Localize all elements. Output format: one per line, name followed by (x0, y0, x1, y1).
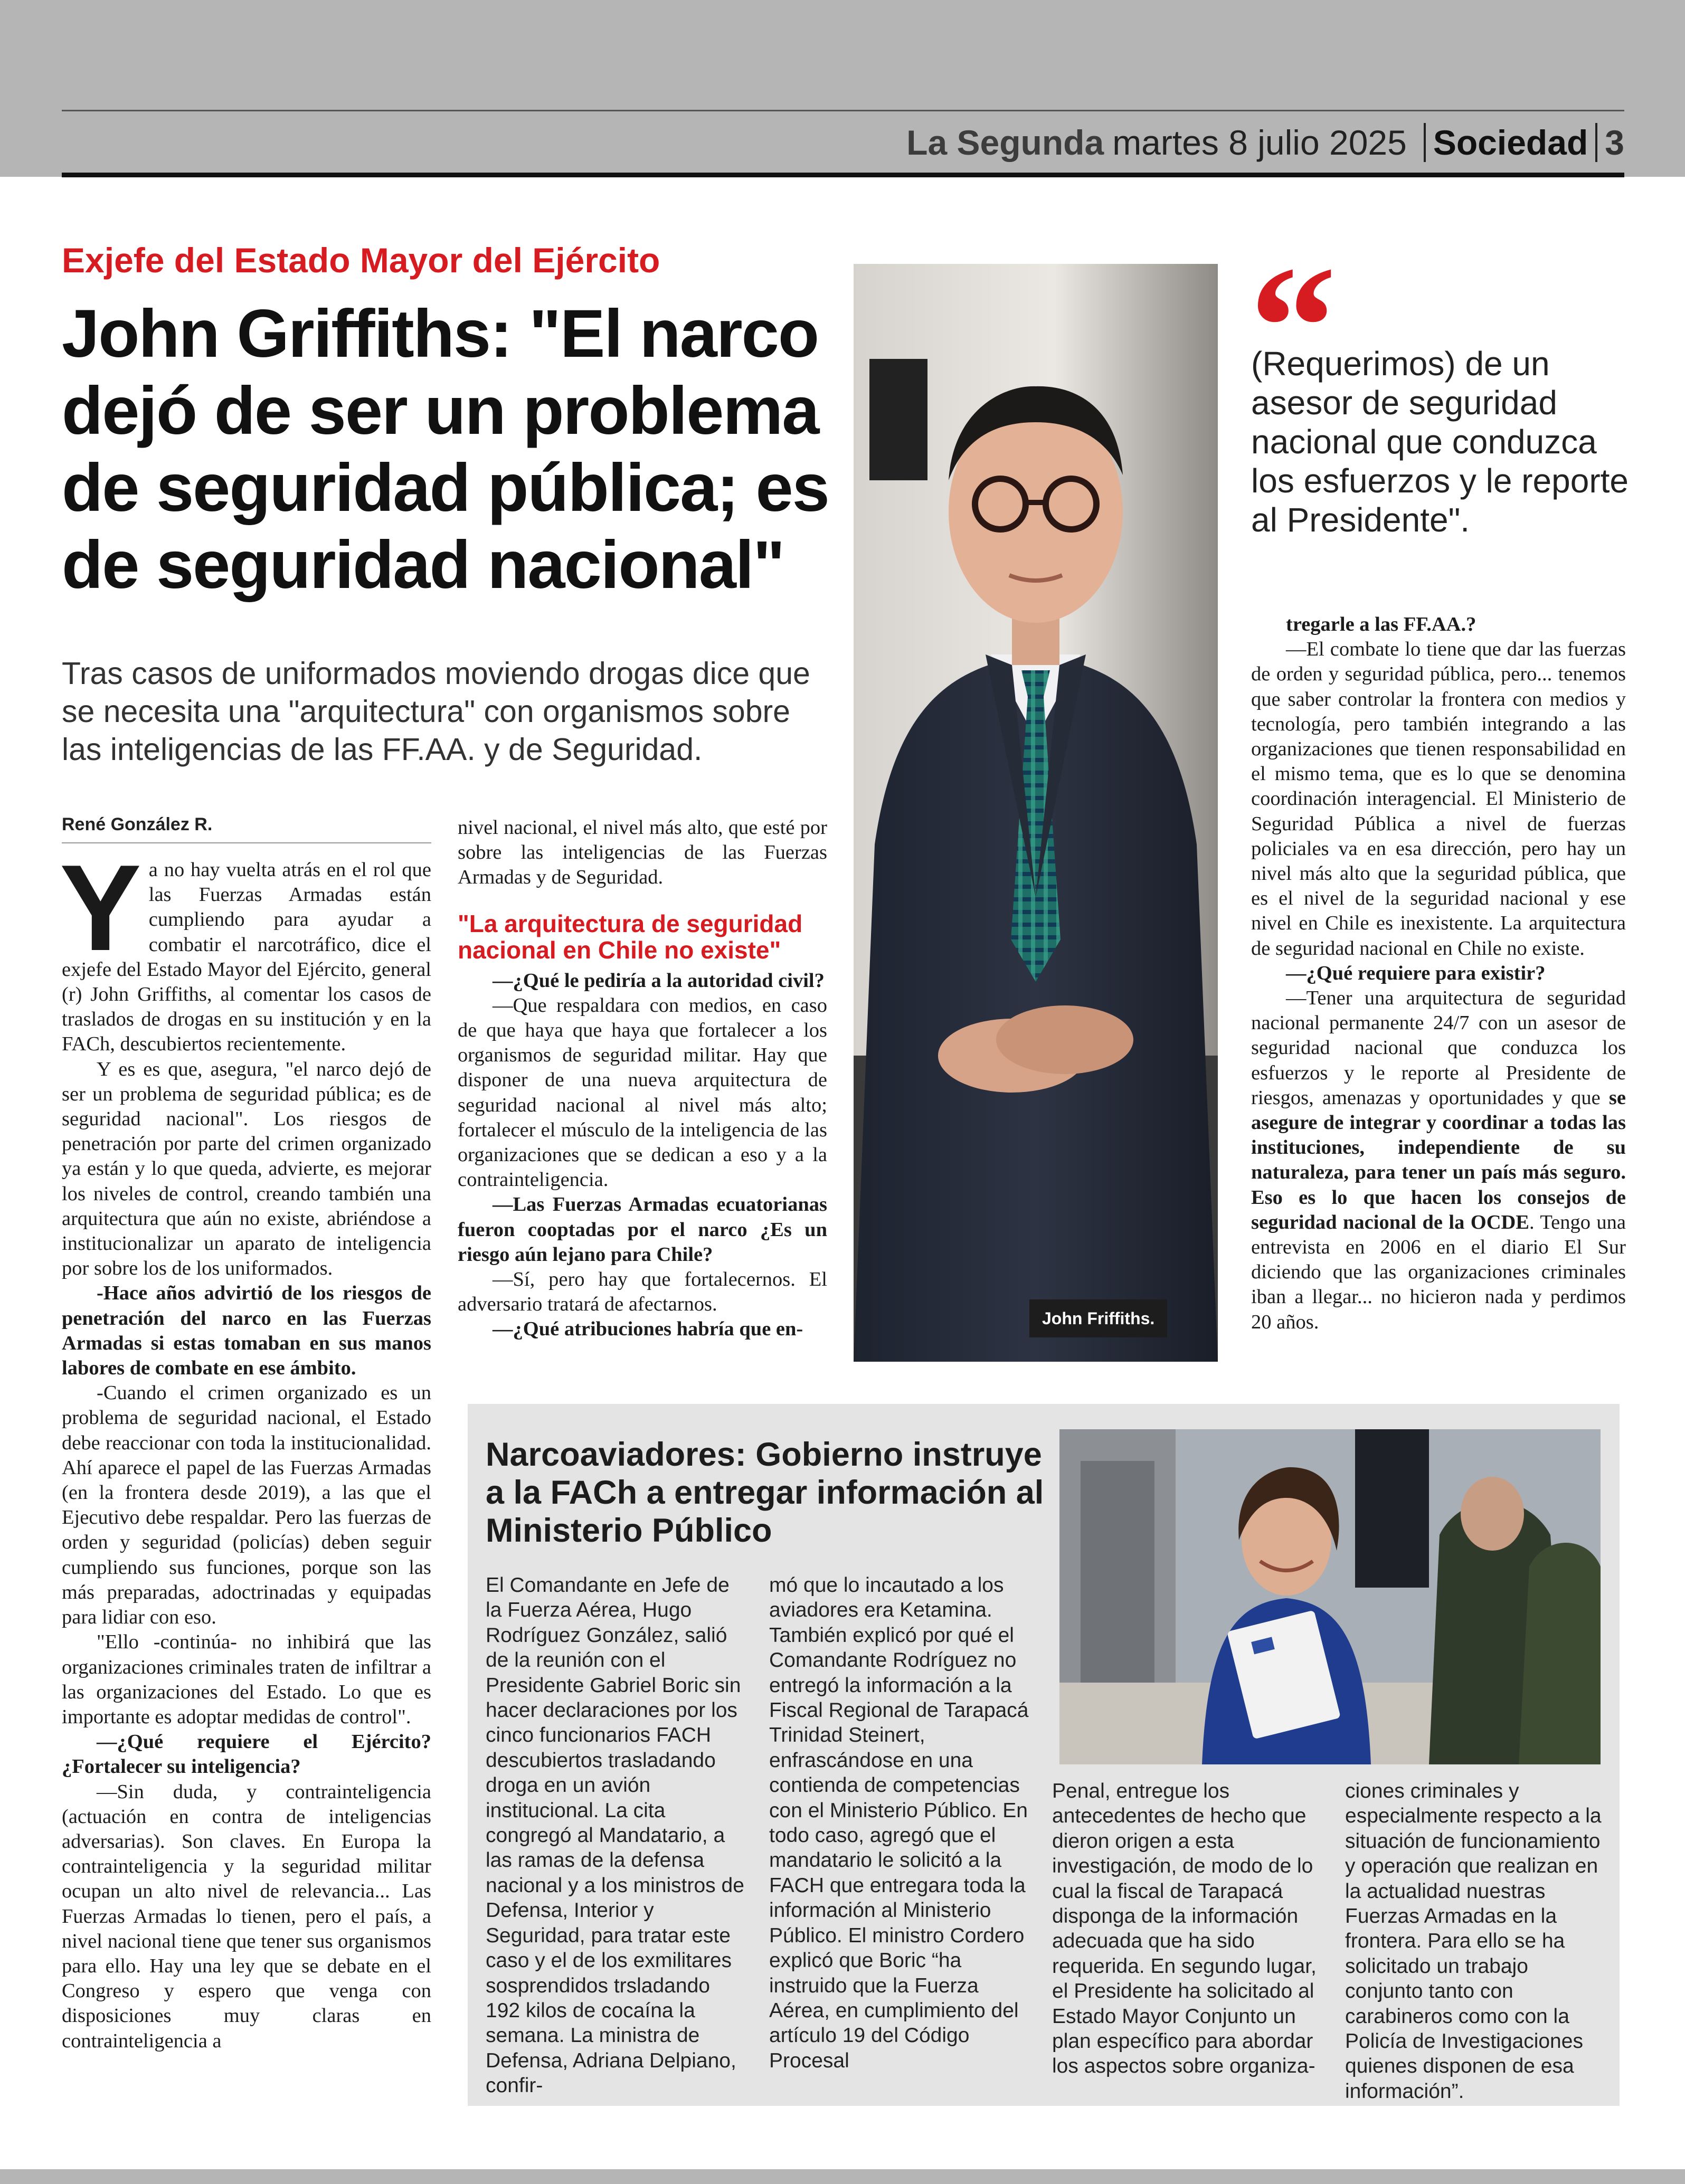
body-paragraph: Y es es que, asegura, "el narco dejó de ser un problema de seguridad pública; es de seguridad nacional". Los riesgos de penetración por parte del crimen organizado ya están y lo que queda, advierte, es mejorar los niveles de control, creando también una arquitectura que aún no existe, abriéndose a institucionalizar un aparato de inteligencia por sobre los de los uniformados. (62, 1058, 431, 1280)
sidebar-text: mó que lo incautado a los aviadores era Ketamina. También explicó por qué el Comandante Rodríguez no entregó la información a la Fiscal Regional de Tarapacá Trinidad Steinert, enfrascándose en una contienda de competencias con el Ministerio Público. En todo caso, agregó que el mandatario le solicitó a la FACH que entregara toda la información al Ministerio Público. El ministro Cordero explicó que Boric “ha instruido que la Fuerza Aérea, en cumplimiento del artículo 19 del Código Procesal (769, 1574, 1029, 2072)
masthead-divider (1595, 123, 1597, 162)
header-top-rule (62, 110, 1624, 111)
body-paragraph: —Sin duda, y contrainteligencia (actuación en contra de inteligencias adversarias). Son claves. En Europa la contrainteligencia y la seguridad militar ocupan un alto nivel de relevancia... Las Fuerzas Armadas lo tienen, pero el país, a nivel nacional tiene que tener sus organismos para ello. Hay una ley que se debate en el Congreso y espero que venga con disposiciones muy claras en contrainteligencia a (62, 1780, 431, 2052)
masthead-divider (1424, 123, 1426, 162)
body-paragraph: -Cuando el crimen organizado es un problema de seguridad nacional, el Estado debe reaccionar con toda la institucionalidad. Ahí aparece el papel de las Fuerzas Armadas (en la frontera desde 2019), a las que el Ejecutivo debe respaldar. Pero las fuerzas de orden y seguridad (policías) deben seguir cumpliendo sus funciones, porque son las más preparadas, adoctrinadas y equipadas para lidiar con eso. (62, 1382, 431, 1629)
lead-paragraph (60, 840, 431, 1057)
photo-caption: John Friffiths. (1029, 1299, 1167, 1337)
sidebar-photo (1059, 1429, 1601, 1764)
body-paragraph: nivel nacional, el nivel más alto, que esté por sobre las inteligencias de las Fuerzas Armadas y de Seguridad. (458, 816, 827, 889)
issue-date: martes 8 julio 2025 (1112, 123, 1407, 162)
body-text: —Tener una arquitectura de seguridad nacional permanente 24/7 con un asesor de seguridad nacional que conduzca los esfuerzos y le reporte al Presidente de riesgos, amenazas y oportunidades y que (1251, 987, 1626, 1109)
body-paragraph: —Sí, pero hay que fortalecernos. El adversario tratará de afectarnos. (458, 1268, 827, 1316)
masthead (906, 116, 1624, 169)
interview-question: —¿Qué requiere para existir? (1286, 962, 1546, 984)
sidebar-photo-illustration (1059, 1429, 1601, 1764)
portrait-photo (854, 264, 1218, 1362)
article-column-1 (60, 840, 431, 2054)
lead-text: a no hay vuelta atrás en el rol que las Fuerzas Armadas están cumpliendo para ayudar a combatir el narcotráfico, dice el exjefe del Estado Mayor del Ejército, general (r) John Griffiths, al comentar los casos de traslados de drogas en su institución y en la FACh, descubiertos recientemente. (62, 859, 431, 1056)
interview-question: tregarle a las FF.AA.? (1286, 613, 1476, 635)
emphasized-text: se asegure de integrar y coordinar a todas las instituciones, independiente de su naturaleza, para tener un país más seguro. Eso es lo que hacen los consejos de seguridad nacional de la OCDE (1251, 1086, 1626, 1233)
article-deck: Tras casos de uniformados moviendo drogas dice que se necesita una "arquitectura" con organismos sobre las inteligencias de las FF.AA. y de Seguridad. (62, 656, 810, 767)
sidebar-column-3 (1052, 1779, 1321, 2079)
body-paragraph: "Ello -continúa- no inhibirá que las organizaciones criminales traten de infiltrar a las organizaciones del Estado. Lo que es importante es adoptar medidas de control". (62, 1631, 431, 1728)
article-column-3 (1251, 612, 1626, 1335)
sidebar-text: Penal, entregue los antecedentes de hecho que dieron origen a esta investigación, de modo de lo cual la fiscal de Tarapacá disponga de la información adecuada que ha sido requerida. En segundo lugar, el Presidente ha solicitado al Estado Mayor Conjunto un plan específico para abordar los aspectos sobre organiza- (1052, 1780, 1317, 2078)
sidebar-title: Narcoaviadores: Gobierno instruye a la FACh a entregar información al Ministerio Público (486, 1436, 1044, 1549)
body-text: . Tengo una entrevista en 2006 en el diario El Sur diciendo que las organizaciones criminales iban a llegar... no hicieron nada y perdimos 20 años. (1251, 1211, 1626, 1333)
quote-mark-icon: “ (1249, 231, 1337, 423)
page-number: 3 (1605, 123, 1624, 162)
header-bottom-rule (62, 173, 1624, 177)
interview-question: -Hace años advirtió de los riesgos de penetración del narco en las Fuerzas Armadas si estas tomaban en sus manos labores de combate en ese ámbito. (62, 1282, 431, 1380)
drop-cap: Y (60, 840, 141, 976)
interview-question: —¿Qué requiere el Ejército? ¿Fortalecer su inteligencia? (62, 1731, 431, 1778)
page-header (0, 0, 1685, 177)
body-paragraph (1251, 986, 1626, 1335)
sidebar-text: ciones criminales y especialmente respecto a la situación de funcionamiento y operación que realizan en la actualidad nuestras Fuerzas Armadas en la frontera. Para ello se ha solicitado un trabajo conjunto tanto con carabineros como con la Policía de Investigaciones quienes disponen de esa información”. (1345, 1780, 1602, 2103)
portrait-illustration (854, 264, 1218, 1362)
interview-question: —¿Qué atribuciones habría que en- (493, 1318, 803, 1341)
interview-question: —¿Qué le pediría a la autoridad civil? (493, 969, 825, 992)
article-subhead: "La arquitectura de seguridad nacional en Chile no existe" (458, 909, 803, 964)
section-name: Sociedad (1433, 123, 1588, 162)
page-footer (0, 2169, 1685, 2184)
article-kicker: Exjefe del Estado Mayor del Ejército (62, 241, 660, 280)
sidebar-column-1 (486, 1573, 750, 2098)
pull-quote: (Requerimos) de un asesor de seguridad nacional que conduzca los esfuerzos y le reporte al Presidente". (1251, 345, 1629, 539)
sidebar-text: El Comandante en Jefe de la Fuerza Aérea, Hugo Rodríguez González, salió de la reunión con el Presidente Gabriel Boric sin hacer declaraciones por los cinco funcionarios FACH descubiertos trasladando droga en un avión institucional. La cita congregó al Mandatario, a las ramas de la defensa nacional y a los ministros de Defensa, Interior y Seguridad, para tratar este caso y el de los exmilitares sosprendidos trsladando 192 kilos de cocaína la semana. La ministra de Defensa, Adriana Delpiano, confir- (486, 1574, 744, 2097)
body-paragraph: —El combate lo tiene que dar las fuerzas de orden y seguridad pública, pero... tenemos que saber controlar la frontera con medios y tecnología, pero también integrando a las organizaciones que tienen responsabilidad en el mismo tema, que es lo que se denomina coordinación interagencial. El Ministerio de Seguridad Pública a nivel de fuerzas policiales va en esa dirección, pero hay un nivel más alto que la seguridad pública, que es el nivel de la seguridad nacional y ese nivel en Chile es inexistente. La arquitectura de seguridad nacional en Chile no existe. (1251, 638, 1626, 960)
sidebar-column-4 (1345, 1779, 1609, 2104)
interview-question: —Las Fuerzas Armadas ecuatorianas fueron cooptadas por el narco ¿Es un riesgo aún lejano para Chile? (458, 1193, 827, 1266)
byline: René González R. (62, 814, 431, 843)
brand-name: La Segunda (906, 123, 1104, 162)
article-column-2 (458, 815, 827, 1342)
sidebar-column-2 (769, 1573, 1038, 2073)
article-headline: John Griffiths: "El narco dejó de ser un problema de seguridad pública; es de seguridad nacional" (62, 296, 829, 603)
body-paragraph: —Que respaldara con medios, en caso de que haya que haya que fortalecer a los organismos de seguridad militar. Hay que disponer de una nueva arquitectura de seguridad nacional al nivel más alto; fortalecer el músculo de la inteligencia de las organizaciones que se dedican a eso y a la contrainteligencia. (458, 994, 827, 1191)
